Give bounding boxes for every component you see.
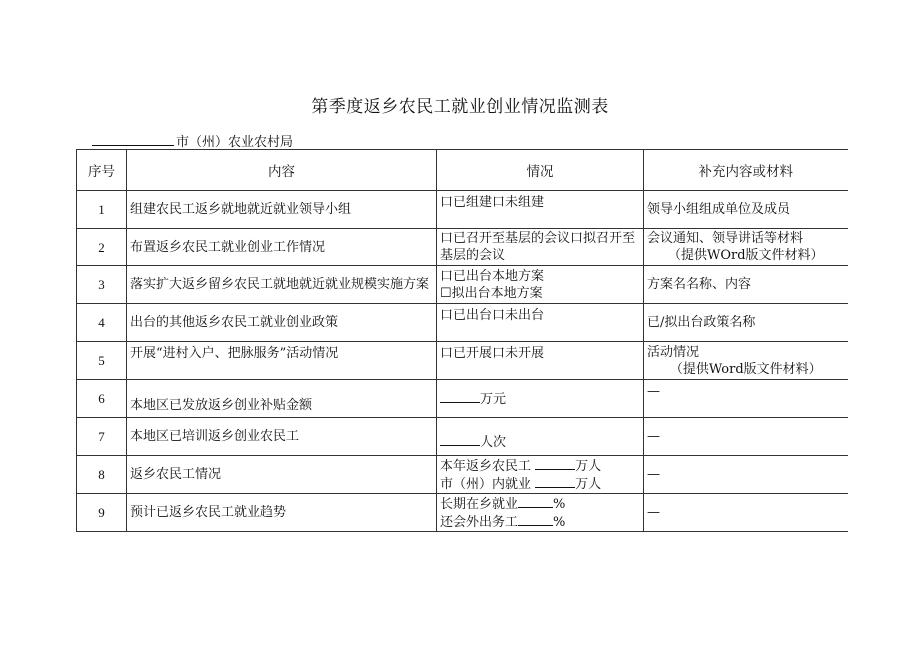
- header-row: [77, 150, 848, 191]
- table-row: 8 返乡农民工情况 本年返乡农民工 万人 市（州）内就业 万人 —: [77, 456, 848, 494]
- status-cell[interactable]: 本年返乡农民工 万人 市（州）内就业 万人: [437, 456, 644, 494]
- outbound-percent-blank[interactable]: [518, 513, 553, 526]
- amount-blank[interactable]: [440, 390, 480, 403]
- monitor-table: [76, 149, 848, 532]
- status-cell[interactable]: 万元: [437, 380, 644, 418]
- table-row: 1 组建农民工返乡就地就近就业领导小组 口已组建口未组建 领导小组组成单位及成员: [77, 191, 848, 229]
- count-blank[interactable]: [440, 433, 480, 446]
- status-cell[interactable]: 长期在乡就业 % 还会外出务工 %: [437, 494, 644, 532]
- col-header-no: 序号: [77, 150, 127, 191]
- table-row: 5 开展“进村入户、把脉服务”活动情况 口已开展口未开展 活动情况 （提供Word版文件材料）: [77, 342, 848, 380]
- subtitle: 市（州）农业农村局: [92, 131, 293, 150]
- table-row: 7 本地区已培训返乡创业农民工 人次 —: [77, 418, 848, 456]
- status-cell[interactable]: 口已召开至基层的会议口拟召开至基层的会议: [437, 229, 644, 266]
- col-header-status: 情况: [437, 150, 644, 191]
- table-row: 6 本地区已发放返乡创业补贴金额 万元 —: [77, 380, 848, 418]
- col-header-content: 内容: [127, 150, 437, 191]
- table-row: 9 预计已返乡农民工就业趋势 长期在乡就业 % 还会外出务工 % —: [77, 494, 848, 532]
- status-cell[interactable]: 口已开展口未开展: [437, 342, 644, 380]
- status-cell[interactable]: 口已出台本地方案 ☐拟出台本地方案: [437, 266, 644, 304]
- table-row: 4 出台的其他返乡农民工就业创业政策 口已出台口未出台 已/拟出台政策名称: [77, 304, 848, 342]
- table-row: 2 布置返乡农民工就业创业工作情况 口已召开至基层的会议口拟召开至基层的会议 会议通知、领导讲话等材料 （提供WOrd版文件材料）: [77, 229, 848, 266]
- status-cell[interactable]: 口已组建口未组建: [437, 191, 644, 229]
- status-cell[interactable]: 人次: [437, 418, 644, 456]
- local-percent-blank[interactable]: [518, 495, 553, 508]
- col-header-extra: 补充内容或材料: [644, 150, 848, 191]
- table-row: 3 落实扩大返乡留乡农民工就地就近就业规模实施方案 口已出台本地方案 ☐拟出台本地方案 方案名名称、内容: [77, 266, 848, 304]
- local-employment-blank[interactable]: [535, 475, 575, 488]
- returnee-blank[interactable]: [535, 457, 575, 470]
- blank-city[interactable]: [92, 134, 174, 146]
- status-cell[interactable]: 口已出台口未出台: [437, 304, 644, 342]
- page-title: 第季度返乡农民工就业创业情况监测表: [311, 97, 609, 117]
